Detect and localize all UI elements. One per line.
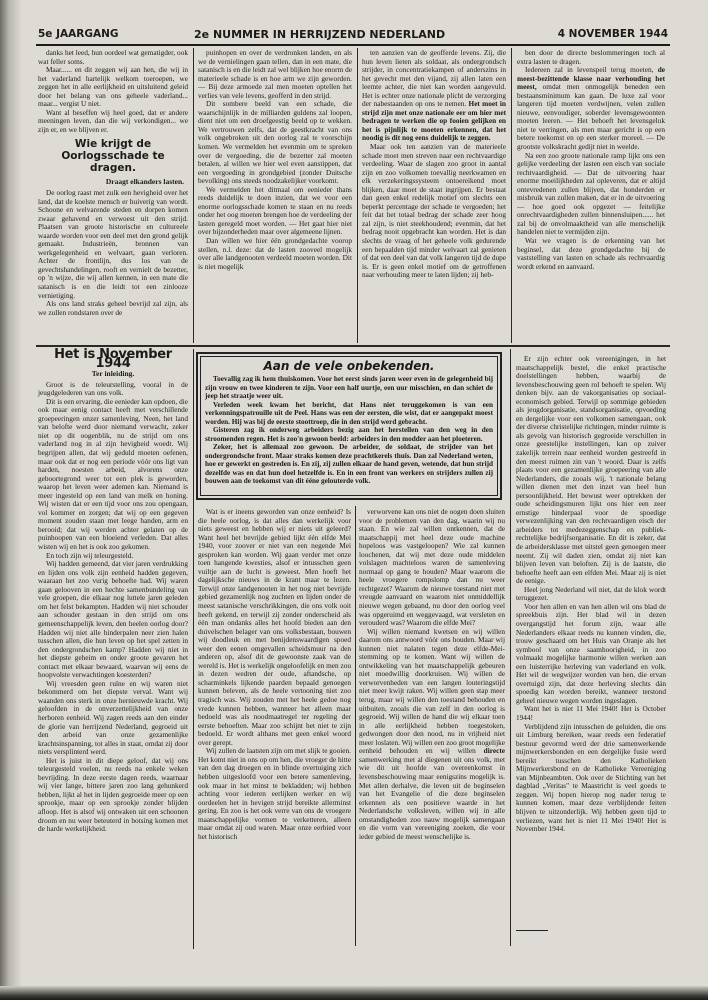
paragraph: Want het is niet 11 Mei 1940! Het is October 1944! bbox=[516, 704, 666, 722]
paragraph: Dit sombere beeld van een schade, die waarschijnlijk in de milliarden guldens zal loopen, dient niet om een droefgeestig beeld op te wekken. We vertrouwen zelfs, dat de geestkracht van ons volk ongebroken uit den oorlog zal te voorschijn komen. We vermelden het evenmin om te spreken over de vergoeding, die de bezetter zal moeten betalen, al willen we hier wel even aanstippen, dat een vergoeding in grondgebied (zonder Duitsche bevolking) ons steeds noodzakelijker voorkomt. bbox=[198, 99, 352, 186]
issue-date: 4 NOVEMBER 1944 bbox=[557, 28, 668, 40]
article-body bbox=[198, 508, 351, 841]
article-body bbox=[38, 381, 188, 834]
text: omdat men onmogelijk beneden een bestaansminimum kan gaan. De luxe zal voor langeren tijd moeten verdwijnen, velen zullen nieuwe, eenvoudiger, soberder levensgewoonten moeten leeren. — Het behoeft het levensgeluk niet te verringen, als men maar gericht is op een betere toekomst en op een sterker moreel. — De grootste volkskracht gedijt niet in weelde. bbox=[517, 82, 665, 152]
text: Wij willen niemand kwetsen en wij willen daarom ons antwoord vóór ons houden. Maar wij kunnen niet nalaten tegen deze elfde-Mei-stemming op te komen. Want wij willen de ontwikkeling van het maatschappelijk gebeuren niet moedwillig doorkruisen. Wij willen de verworvenheden van een langen louteringstijd niet meer kwijt raken. Wij willen geen stap meer terug, maar wij willen den toestand behouden en uitbuiten, zooals die van zelf in den oorlog is gegroeid. Wij willen de hand die wij elkaar toen in alle eerlijkheid hebben toegestoken, gedwongen door den nood, nu in vrijheid niet meer loslaten. Wij willen een zoo groot mogelijke eenheid behouden en wij willen bbox=[359, 626, 505, 756]
column-divider bbox=[511, 48, 512, 343]
text: ten aanzien van de geofferde levens. Zij, die hun leven lieten als soldaat, als ondergrondsch strijder, in concentratiekampen of anderszins in het gevecht met den vijand, zij allen laten een leemte achter, die niet kan worden aangevuld. Het is echter onze nationale plicht de verzorging der nabestaanden op ons te nemen. bbox=[362, 48, 506, 109]
bold-text: Het moet in strijd zijn met onze nationale eer om hier met bedragen te werken die op fooien gelijken en het is pijnlijk te moeten erkennen, dat het noodig is dit nog eens duidelijk te zeggen. bbox=[362, 99, 506, 143]
boxed-article-onbekenden bbox=[196, 352, 502, 500]
paragraph: En toch zijn wij teleurgesteld. bbox=[46, 550, 134, 560]
boxed-article-body bbox=[205, 375, 493, 486]
paragraph: Wat is er ineens geworden van onze eenheid? Is die heele oorlog, is dat alles dan werkelijk voor niets geweest en hebben wij er niets uit geleerd? Want heel het bevrijde gebied lijkt één elfde Mei 1940, voor zoover er niet van een negende Mei gesproken kan worden. Wij gaan verder met onze toen hangende kwesties, alsof er intusschen geen vuiltje aan de lucht is geweest. Men hoeft het dagelijksche nieuws in de krant maar te lezen. Terwijl onze landgenooten in het nog niet bevrijde gebied gezamenlijk nog zuchten en lijden onder de meest satanische verschrikkingen, die ons volk ooit heeft gekend, en terwijl zij zonder onderscheid als één man ondanks alles het hoofd bieden aan den duivelschen belager van ons volksbestaan, bouwen wij doodleuk en met benijdenswaardigen spoed weer den eenen omgevallen scheidsmuur na den anderen op, alsof dit de gewoonste zaak van de wereld is. Het is werkelijk ongeloofelijk en men zou in dezen wedren der oude, aftandsche, op scharminkels lijkende paarden bepaald genoegen kunnen beleven, als de heele vertooning niet zoo tragisch was. Wij zouden met het heele gedoe nog vrede kunnen hebben, wanneer het alleen maar bedoeld was als noodmaatregel ter regeling der eerste behoeften. Maar zoo schijnt het niet te zijn bedoeld. Er wordt althans met geen enkel woord over gerept. bbox=[198, 507, 351, 747]
text: Iedereen zal in levenspeil terug moeten, bbox=[525, 65, 658, 75]
paragraph: Verblijdend zijn intusschen de geluiden, die ons uit Limburg bereiken, waar reeds een federatief bestuur gevormd werd der drie samenwerkende mijnwerkersbonden en een dergelijke fusie werd bereikt tusschen den Katholieken Mijnwerkersbond en de Katholieke Vereeniging van Mijnbeambten. Ook over de Stichting van het dagblad „Veritas" te Maastricht is veel goeds te zeggen. Wij hopen hierop nog nader terug te kunnen komen, maar deze verblijdende feiten blijven te uitzonderlijk. Wij hebben geen tijd te verliezen, want het is niet 11 Mei 1940! Het is November 1944. bbox=[516, 721, 666, 834]
article-column-oorlogsschade-3 bbox=[362, 49, 506, 280]
article-column-november-3 bbox=[359, 508, 505, 841]
paragraph: Na een zoo groote nationale ramp lijkt ons een gelijke verdeeling der lasten een eisch van sociale rechtvaardigheid. — Dat de uitvoering haar enorme moeilijkheden zal opleveren, dat er altijd ontevredenen zullen blijven, dat honderden er misbruik van zullen maken, dat er in de uitvoering — hoe goed ook opgezet — feitelijke onrechtvaardigheden zullen binnensluipen...... het zal bij de onvolmaaktheid van alle menschelijk handelen niet te vermijden zijn. bbox=[517, 150, 665, 237]
column-divider bbox=[510, 349, 511, 946]
paragraph: Groot is de teleurstelling, vooral in de jeugdgelederen van ons volk. bbox=[38, 379, 188, 398]
paragraph: We vermelden het ditmaal om eenieder thans reeds duidelijk te doen inzien, dat we voor een enorme oorlogsschade komen te staan en nu reeds onder het oog moeten brengen hoe de verdeeling der lasten geregeld moet worden. — Het gaat hier niet over bijzonderheden maar over algemeene lijnen. bbox=[198, 184, 352, 237]
page-edge-shadow bbox=[0, 0, 22, 1000]
article-column-november-2 bbox=[198, 508, 351, 841]
paragraph: Dit is een ervaring, die eenieder kan opdoen, die ook maar eenig contact heeft met verschillende groepeeringen onzer samenleving. Neen, het land van belofte werd door niemand verwacht, zeker niet op dit oogenblik, nu de strijd om ons vaderland nog in al zijn hevigheid woedt. Wij begrijpen allen, dat wij geduld moeten oefenen, maar ook dat er nog een periode vóór ons ligt van harden, noesten arbeid, alvorens onze geboortegrond weer tot een plek is geworden, waarop het leven weer ademen kan. Niemand is meer ingesteld op een land van melk en honing. Wij wisten dat er een tijd voor ons zou opengaan, vol kommer en zorgen; dat wij op een gegeven moment zouden staan met leege handen, arm en berooid; dat wij werden achter gelaten op de puinhoopen van een bloeiend verleden. Dat alles wisten wij en het is ook zoo gekomen. bbox=[38, 396, 188, 552]
article-body bbox=[517, 49, 665, 271]
paragraph: Wij zullen de laatsten zijn om met slijk te gooien. Het komt niet in ons op om hen, die vroeger de hitte van den dag droegen en in blinde overtuiging zich hebben uitgesloofd voor een betere samenleving, ook maar in het minst te bekladden; wij hebben achting voor iederen eerlijken werker en wij oordeelen het in hevigen strijd bereikte allerminst gering. En zoo is het ook verre van ons de vroegere maatschappelijke vormen te verketteren, alleen maar omdat zij oud waren. Maar onze eerbied voor het historisch bbox=[198, 746, 351, 841]
column-divider bbox=[357, 48, 358, 343]
paragraph: ben door de directe beslommeringen toch al extra lasten te dragen. bbox=[517, 48, 665, 66]
paragraph: Wat we vragen is de erkenning van het beginsel, dat deze grondgedachte bij de vaststelling van lasten en schade als rechtvaardig wordt erkend en aanvaard. bbox=[517, 236, 665, 271]
paragraph: Verleden week kwam het bericht, dat Hans niet teruggekomen is van een verkenningspatrouille uit de Peel. Hans was een der eersten, die wist, dat er aangepakt moest worden. Hij was bij de eerste stoottroep, die in den strijd werd gebracht. bbox=[205, 400, 493, 426]
paragraph: Dan willen we hier één grondgedachte voorop stellen, n.l. deze: dat de lasten zooveel mogelijk over alle landgenooten verdeeld moeten worden. Dit is niet mogelijk bbox=[198, 236, 352, 271]
column-divider bbox=[193, 48, 194, 343]
paragraph: puinhopen en over de verdronken landen, en als we de vernielingen gaan tellen, dan in een mate, die satanisch is en die leidt zal wel blijken hoe enorm de materieele schade is en hoe arm we zijn geworden. — Bij deze armoede zal men moeten optellen het verlies van vele levens, geofferd in den strijd. bbox=[198, 48, 352, 100]
paragraph: Het is juist in dit diepe geloof, dat wij ons teleurgesteld voelen, nu reeds na enkele weken bevrijding. In deze eerste dagen reeds, waarnaar wij vier lange, bittere jaren zoo lang gehunkerd hebben, lijkt al het in lijden gegroeide meer op een sprookje, maar op een sprookje zonder blijden afloop. Het is alsof wij ontwaken uit een schoonen droom en nu weer beteuterd in botsing komen met de harde werkelijkheid. bbox=[38, 755, 188, 834]
subhead-inleiding: Ter inleiding. bbox=[91, 369, 135, 379]
bold-text: de meest-bezittende klasse naar verhouding het meest, bbox=[517, 65, 665, 92]
article-column-oorlogsschade-2 bbox=[198, 49, 352, 271]
paragraph: De oorlog raast met zulk een hevigheid over het land, dat de koelste mensch er huiverig van wordt. Schoone en welvarende steden en dorpen komen zwaar gehavend en verwoest uit den strijd. Plaatsen van groote historische en cultureele waarde worden voor een deel met den grond gelijk gemaakt. Industrieën, bronnen van werkgelegenheid en welvaart, gaan verloren. Achter de frontlijn, dus los van de gevechtshandelingen, rooft en vernielt de bezetter, op 'n wijze, die wij allen kennen, in een mate die satanisch is en die leidt tot een zinlooze vernietiging. bbox=[38, 188, 188, 300]
paragraph: Gisteren zag ik onderweg arbeiders bezig aan het herstellen van den weg in den stroomenden regen. Het is zoo'n gewoon beeld: arbeiders in den modder aan het ploeteren. bbox=[205, 426, 493, 443]
article-body bbox=[359, 508, 505, 841]
paragraph: Als ons land straks geheel bevrijd zal zijn, als we zullen rondstaren over de bbox=[38, 299, 188, 317]
column-divider bbox=[193, 349, 194, 949]
paragraph bbox=[362, 49, 506, 143]
paragraph: Voor hen allen en van hen allen wil ons blad de spreekbuis zijn. Het blad wil in dezen overgangstijd het forum zijn, waar alle Nederlanders elkaar reeds nu kunnen vinden, die, trouw geschaard om het Huis van Oranje als het symbool van onze saamhoorigheid, in zoo volmaakt mogelijke harmonie willen werken aan een luisterrijke herleving van vaderland en volk. Het wil de wegwijzer worden van hen, die ervan overtuigd zijn, dat deze herleving slechts dán spoedig kan worden bereikt, wanneer terstond geheel nieuwe wegen worden ingeslagen. bbox=[516, 601, 666, 705]
paragraph bbox=[517, 66, 665, 151]
article-column-oorlogsschade-1 bbox=[38, 49, 188, 317]
headline-onbekenden: Aan de vele onbekenden. bbox=[263, 359, 435, 373]
paragraph: Zeker, het is allemaal zoo gewoon. De arbeider, de soldaat, de strijder van het ondergrondsche front. Maar straks komen deze prachtkerels thuis. Dan zal Nederland weten, hoe er gewerkt en gestreden is. En zij, zij zullen elkaar de hand geven, wetende, dat hun strijd dezelfde was en dat hun doel hetzelfde is. En in een front van werkers en strijders zullen zij bouwen aan de toekomst van dit ééne gelouterde volk. bbox=[205, 443, 493, 485]
paragraph: Wij vreesden geen ruïne en wij waren niet bekommerd om het diepste verval. Want wij waanden ons sterk in onze hernieuwde kracht. Wij geloofden in de onverzettelijkheid van onze herboren eenheid. Wij zagen reeds aan den einder de glorie van herrijzend Nederland, gegroeid uit den arbeid van onze gezamenlijke krachtsinspanning, tot alles in staat, omdat zij door niets versplinterd werd. bbox=[38, 678, 188, 757]
headline-november-1944: Het is November 1944 bbox=[54, 347, 172, 371]
bold-text: directe bbox=[483, 746, 505, 756]
headline-oorlogsschade: Wie krijgt de Oorlogsschade te dragen. bbox=[61, 138, 165, 175]
paragraph: Want al beseffen wij heel goed, dat er andere meeningen leven, dan die wij verkondigen... we zijn er, en we blijven er. bbox=[38, 107, 188, 134]
article-body bbox=[38, 189, 188, 317]
text: samenwerking met al diegenen uit ons volk, met wie dit uit hoofde van overeenkomst in levensbeschouwing maar eenigszins mogelijk is. Met allen derhalve, die leven uit de beginselen van het Evangelie of die deze beginselen erkennen als een positieve waarde in het Nederlandsche volksleven, willen wij in alle omstandigheden zoo nauw mogelijk samengaan en die vorm van vereeniging zoeken, die voor ieder gebied de meest wenschelijke is. bbox=[359, 754, 505, 841]
issue-label: 2e NUMMER IN HERRIJZEND NEDERLAND bbox=[194, 28, 446, 41]
paragraph: Er zijn echter ook vereenigingen, in het maatschappelijk bestel, die enkel practische doelstellingen hebben, waarbij de levensbeschouwing geen rol behoeft te spelen. Wij denken bijv. aan de vakorganisaties op sociaal-economisch gebied. Terwijl op sommige gebieden als jeugdorganisatie, standsorganisatie, opvoeding en dergelijke voor een volkomen samengaan, ook der diverse christelijke richtingen, minder ruimte is als gevolg van historisch gegroeide verschillen in onze geestelijke instellingen, kan op zuiver zakelijk terrein naar eenheid worden gestreefd in den meest ruimen zin van 't woord. Daar is zelfs plaats voor een gezamenlijke groepeering van alle Nederlanders, die zooals wij, 't nationale belang willen dienen met den inzet van heel hun persoonlijkheid. Het bewust weer optrekken der oude scheidingsmuren lijkt ons hier een zeer ernstige hinderpaal voor de spoedige verwezenlijking van den rechtvaardigen eisch der arbeiders tot medezeggenschap en publiek-rechtelijke bedrijfsorganisatie. En dit is zeker, dat de arbeidersklasse met uitstel geen genoegen meer neemt. Zij wil daden zien, omdat zij niet kan blijven leven van beloften. Zij is de laatste, die behoefte heeft aan een elfden Mei. Maar zij is niet de eenige. bbox=[516, 354, 666, 586]
paragraph: Maar ook ten aanzien van de materieele schade moet men streven naar een rechtvaardige verdeeling. Waar de slagen zoo groot in aantal zijn en zoo volkomen toevallig neerkwamen en elk verzekeringssysteem ontoereikend moet blijken, daar moet de staat ingrijpen. Er bestaat dan geen enkel redelijk motief om slechts een beperkt percentage der schade te vergoeden; het feit dat het totaal bedrag der schade zeer hoog zal zijn, is niet steekhoudend; evenmin, dat het bedrag nooit opgebracht kan worden. Het is dan slechts de vraag of het geheele volk gedurende een bepaalden tijd minder welvaart zal genieten of dat een deel van dat volk langeren tijd de dupe is. Er is geen enkel motief om de getroffenen naar verhouding meer te laten lijden; zij heb- bbox=[362, 142, 506, 280]
article-body bbox=[198, 49, 352, 271]
paragraph bbox=[359, 628, 505, 842]
article-end-rule bbox=[516, 930, 548, 931]
subhead-lasten: Draagt elkanders lasten. bbox=[105, 177, 184, 187]
article-column-november-4 bbox=[516, 355, 666, 834]
paragraph: Wij hadden gemeend, dat vier jaren verdrukking en lijden ons volk zijn eenheid hadden gegeven, waaraan het zoo vurig behoefte had. Wij waren gaan gelooven in een hechte samenbundeling van vele groepen, die elkaar nog luttele jaren geleden om het felst bekampten. Hadden wij niet schouder aan schouder gestaan in den strijd om ons gemeenschappelijk leven, den heelen oorlog door? Hadden wij niet alle hinderpalen neer zien halen tusschen allen, die hun leven op het spel zetten in den ondergrondschen kamp? Hadden wij niet in het diepste geheim en onder groote gevaren het contact met elkaar bewaard, waarvan wij eens de hoopvolste verwachtingen koesterden? bbox=[38, 559, 188, 680]
masthead-rule bbox=[36, 44, 670, 46]
paragraph: Maar...... en dit zeggen wij aan hen, die wij in het vaderland hartelijk welkom toeroepen, we zeggen het in alle eerlijkheid en uitsluitend geleid door het belang van ons geheele vaderland... maar... vergist U niet. bbox=[38, 65, 188, 109]
article-column-november-1 bbox=[38, 347, 188, 834]
paragraph: danks het leed, hun oordeel wat gematigder, ook wat feller soms. bbox=[38, 48, 188, 66]
article-body bbox=[516, 355, 666, 834]
paragraph: verworvene kan ons niet de oogen doen sluiten voor de problemen van den dag, waarin wij nu staan. En wie zal willen ontkennen, dat de maatschappij met heel deze oude machine hopeloos was vastgeloopen? Wie zal kunnen loochenen, dat wij met deze oude middelen volslagen machteloos waren de samenleving normaal op gang te houden? Maar waarom die heele vroegere rompslomp dan nu weer rechtgezet? Waarom de nieuwe toestand niet met vreugde aanvaard en waarom niet onmiddellijk nieuwe wegen gebaand, nu door den oorlog veel was opgeruimd en weggevaagd, wat versleten en verouderd was? Waarom die elfde Mei? bbox=[359, 507, 505, 628]
page-edge-shadow-bottom bbox=[0, 986, 708, 1000]
article-body bbox=[362, 49, 506, 280]
article-column-oorlogsschade-4 bbox=[517, 49, 665, 271]
intro-continuation bbox=[38, 49, 188, 134]
masthead bbox=[38, 28, 668, 44]
volume-label: 5e JAARGANG bbox=[38, 28, 119, 40]
paragraph: Toevallig zag ik hem thuiskomen. Voor het eerst sinds jaren weer even in de gelegenheid bij zijn vrouw en twee kinderen te zijn. Voor een half uurtje, een uur misschien, en dan schiet de jeep het straatje weer uit. bbox=[205, 375, 493, 400]
column-divider bbox=[355, 506, 356, 946]
paragraph: Heel jong Nederland wil niet, dat de klok wordt teruggezet. bbox=[516, 584, 666, 603]
